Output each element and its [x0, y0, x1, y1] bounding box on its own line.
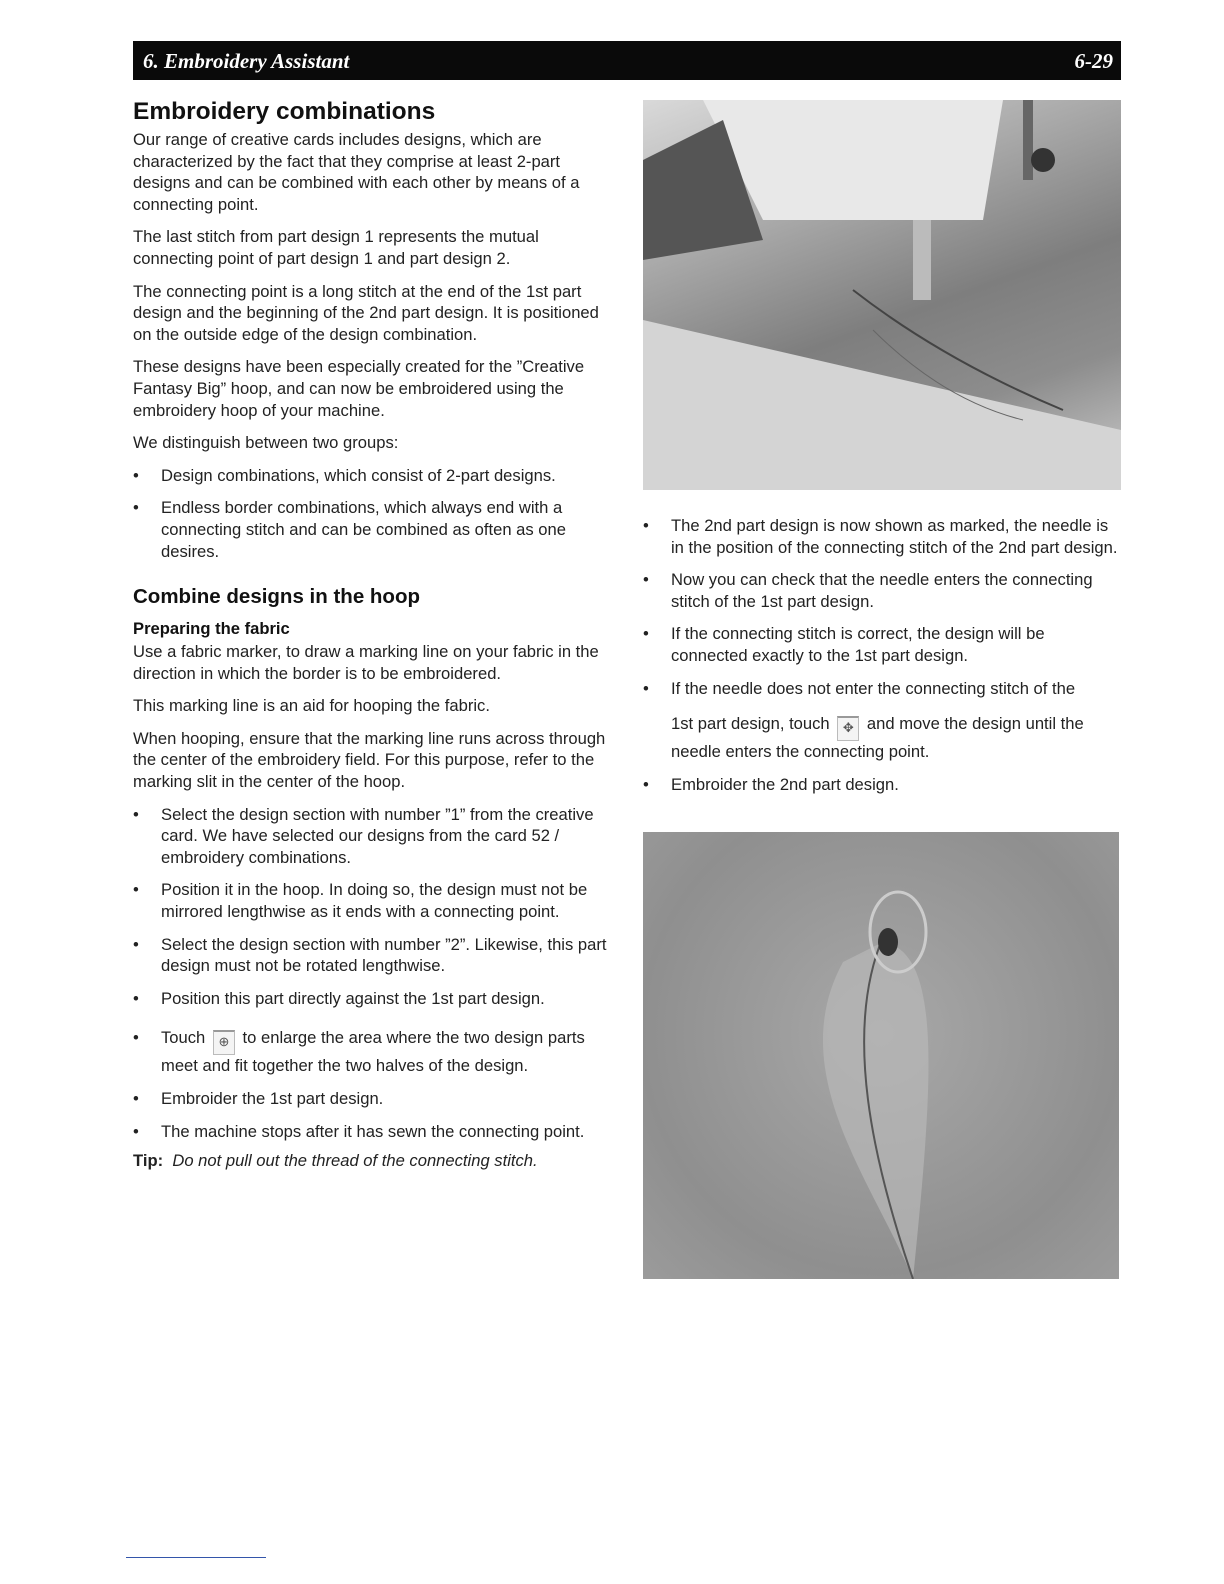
chapter-title: 6. Embroidery Assistant — [143, 49, 350, 73]
page-title: Embroidery combinations — [133, 98, 436, 125]
chapter-header-bar — [133, 41, 1121, 80]
paragraph: We distinguish between two groups: — [133, 433, 399, 453]
step-text: 1st part design, touch — [671, 714, 830, 734]
list-item — [133, 1027, 608, 1077]
footer-rule — [126, 1557, 266, 1558]
list-item: • Embroider the 1st part design. — [133, 1088, 608, 1110]
step-text: Touch — [161, 1028, 206, 1048]
paragraph: When hooping, ensure that the marking line runs across through the center of the embroidery field. For this purpose, refer to the marking slit in the center of the hoop. — [133, 728, 606, 792]
machine-photo — [643, 100, 1121, 490]
list-item: • Position this part directly against the 1st part design. — [133, 988, 608, 1010]
zoom-icon: ⊕ — [213, 1030, 235, 1055]
tip-text: Do not pull out the thread of the connecting stitch. — [172, 1151, 538, 1171]
left-column — [133, 97, 608, 1183]
list-item: • The 2nd part design is now shown as marked, the needle is in the position of the connecting stitch of the 2nd part design. — [643, 515, 1123, 558]
right-column — [643, 515, 1123, 806]
page-number: 6-29 — [1074, 49, 1113, 73]
step-text: and move the design until the needle enters the connecting point. — [671, 714, 1084, 762]
list-item: • Embroider the 2nd part design. — [643, 774, 1123, 796]
subsection-title: Preparing the fabric — [133, 619, 290, 639]
steps-list — [643, 515, 1123, 795]
list-item: • Endless border combinations, which always end with a connecting stitch and can be combined as often as one desires. — [133, 497, 608, 562]
list-item: • If the connecting stitch is correct, the design will be connected exactly to the 1st part design. — [643, 623, 1123, 666]
feather-embroidery-photo — [643, 832, 1119, 1279]
paragraph: The last stitch from part design 1 represents the mutual connecting point of part design 1 and part design 2. — [133, 227, 539, 268]
list-item — [643, 678, 1123, 763]
step-text: to enlarge the area where the two design parts meet and fit together the two halves of the design. — [161, 1028, 585, 1076]
paragraph: This marking line is an aid for hooping the fabric. — [133, 696, 490, 716]
list-item: • Now you can check that the needle enters the connecting stitch of the 1st part design. — [643, 569, 1123, 612]
paragraph: These designs have been especially created for the ”Creative Fantasy Big” hoop, and can now be embroidered using the embroidery hoop of your machine. — [133, 357, 585, 420]
paragraph: Use a fabric marker, to draw a marking line on your fabric in the direction in which the border is to be embroidered. — [133, 642, 599, 683]
steps-list — [133, 804, 608, 1143]
tip-label: Tip: — [133, 1151, 164, 1171]
list-item: • Select the design section with number ”2”. Likewise, this part design must not be rotated lengthwise. — [133, 934, 608, 977]
tip — [133, 1150, 608, 1172]
list-item: • Position it in the hoop. In doing so, the design must not be mirrored lengthwise as it ends with a connecting point. — [133, 879, 608, 922]
list-item: • Design combinations, which consist of 2-part designs. — [133, 465, 608, 487]
section-title: Combine designs in the hoop — [133, 585, 420, 609]
move-icon: ✥ — [837, 716, 859, 741]
groups-list — [133, 465, 608, 562]
step-text: If the needle does not enter the connecting stitch of the — [671, 678, 1076, 698]
list-item: • The machine stops after it has sewn the connecting point. — [133, 1121, 608, 1143]
paragraph: Our range of creative cards includes designs, which are characterized by the fact that they comprise at least 2-part designs and can be combined with each other by means of a connecting point. — [133, 130, 580, 214]
paragraph: The connecting point is a long stitch at the end of the 1st part design and the beginning of the 2nd part design. It is positioned on the outside edge of the design combination. — [133, 281, 599, 344]
list-item: • Select the design section with number ”1” from the creative card. We have selected our designs from the card 52 / embroidery combinations. — [133, 804, 608, 869]
